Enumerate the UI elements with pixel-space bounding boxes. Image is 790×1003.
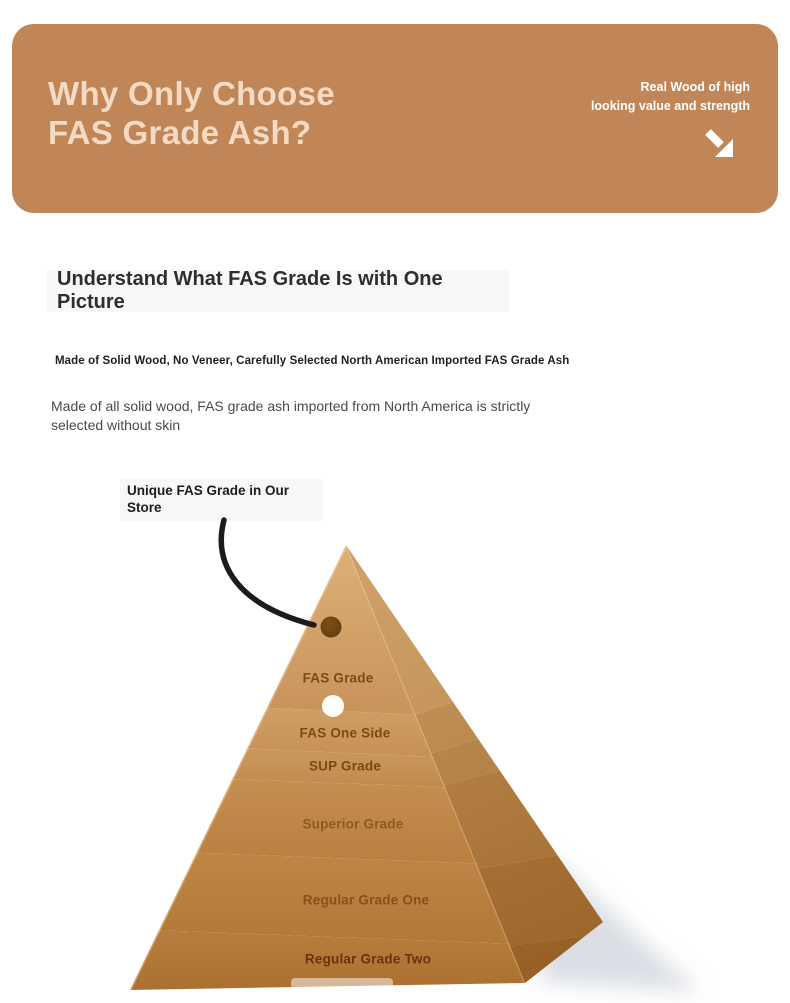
callout-dot [321, 617, 342, 638]
level-marker-dot [322, 695, 344, 717]
banner-tagline-line1: Real Wood of high [640, 80, 750, 94]
pyramid-level-label-2: FAS One Side [299, 725, 391, 741]
section-subtitle: Made of Solid Wood, No Veneer, Carefully Selected North American Imported FAS Grade Ash [55, 355, 570, 367]
banner-title-line1: Why Only Choose [48, 75, 335, 112]
callout-curve [221, 520, 314, 625]
pyramid-level-label-4: Superior Grade [302, 816, 404, 832]
banner-tagline-line2: looking value and strength [590, 98, 750, 113]
banner-title-line2: FAS Grade Ash? [48, 114, 312, 151]
base-highlight-bar [291, 978, 393, 989]
pyramid-level-label-5: Regular Grade One [302, 892, 430, 908]
pyramid-level-label-3: SUP Grade [308, 758, 382, 774]
pyramid-level-label-6: Regular Grade Two [304, 951, 432, 967]
section-description: Made of all solid wood, FAS grade ash imported from North America is strictly selected without skin [51, 398, 531, 433]
pyramid-level-label-1: FAS Grade [302, 670, 374, 686]
callout-label: Unique FAS Grade in Our Store [120, 479, 323, 521]
section-title: Understand What FAS Grade Is with One Picture [57, 268, 443, 313]
